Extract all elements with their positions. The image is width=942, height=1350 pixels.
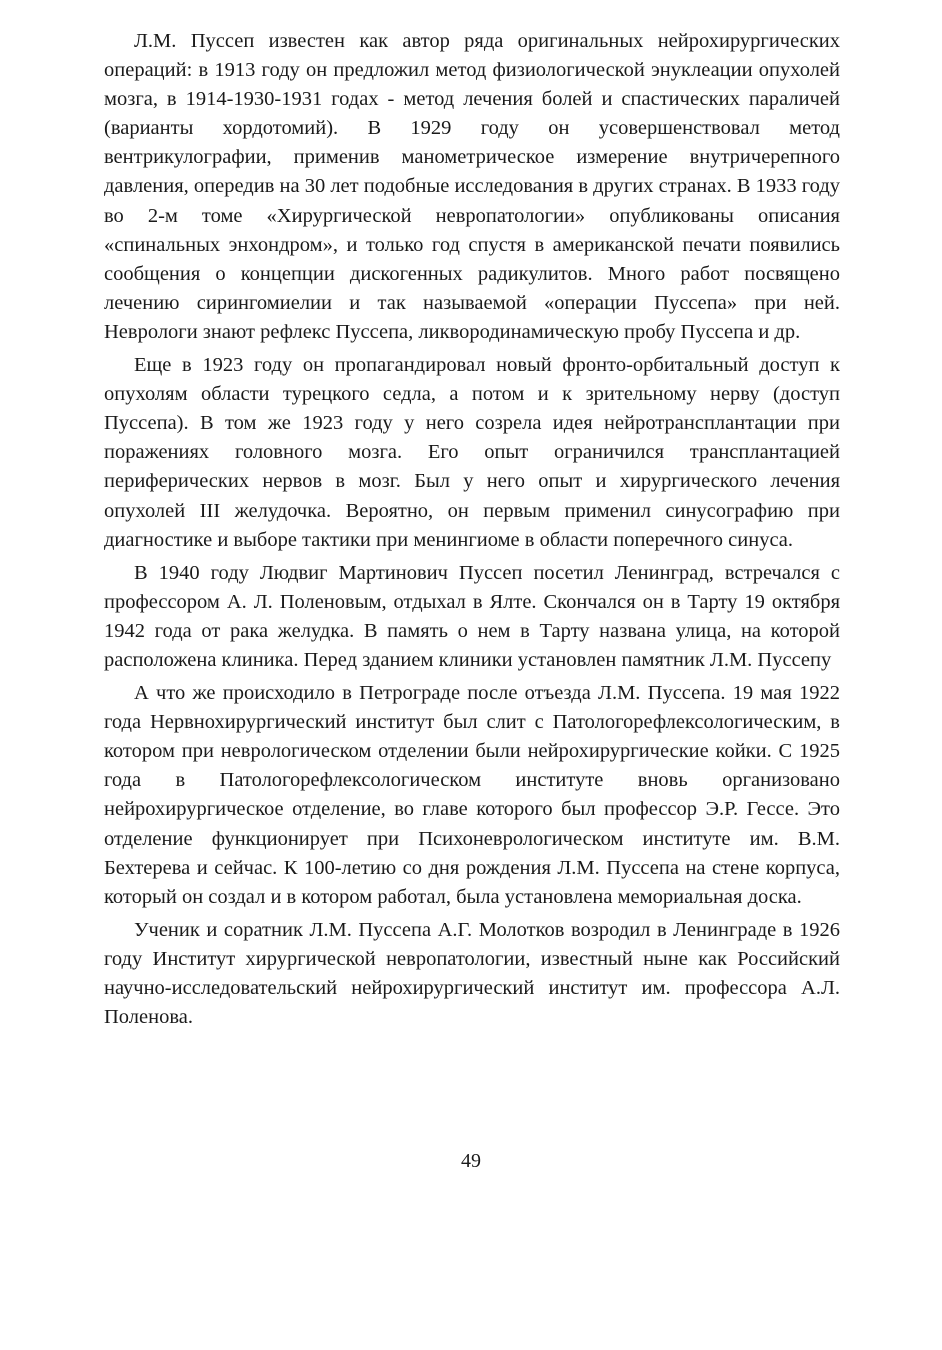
body-text [104,27,840,1032]
paragraph-2: Еще в 1923 году он пропагандировал новый фронто-орбитальный доступ к опухолям области турецкого седла, а потом и к зрительному нерву (доступ Пуссепа). В том же 1923 году у него созрела идея нейротрансплантации при поражениях головного мозга. Его опыт ограничился трансплантацией периферических нервов в мозг. Был у него опыт и хирургического лечения опухолей III желудочка. Вероятно, он первым применил синусографию при диагностике и выборе тактики при менингиоме в области поперечного синуса. [104,354,840,551]
paragraph-4: А что же происходило в Петрограде после отъезда Л.М. Пуссепа. 19 мая 1922 года Нервнохирургический институт был слит с Патологорефлексологическим, в котором при неврологическом отделении были нейрохирургические койки. С 1925 года в Патологорефлексологическом институте вновь организовано нейрохирургическое отделение, во главе которого был профессор Э.Р. Гессе. Это отделение функционирует при Психоневрологическом институте им. В.М. Бехтерева и сейчас. К 100-летию со дня рождения Л.М. Пуссепа на стене корпуса, который он создал и в котором работал, была установлена мемориальная доска. [104,682,840,908]
paragraph-5: Ученик и соратник Л.М. Пуссепа А.Г. Молотков возродил в Ленинграде в 1926 году Институт хирургической невропатологии, известный ныне как Российский научно-исследовательский нейрохирургический институт им. профессора А.Л. Поленова. [104,918,840,1029]
paragraph-3: В 1940 году Людвиг Мартинович Пуссеп посетил Ленинград, встречался с профессором А. Л. Поленовым, отдыхал в Ялте. Скончался он в Тарту 19 октября 1942 года от рака желудка. В память о нем в Тарту названа улица, на которой расположена клиника. Перед зданием клиники установлен памятник Л.М. Пуссепу [104,561,840,671]
page-number: 49 [461,1150,481,1172]
paragraph-1: Л.М. Пуссеп известен как автор ряда оригинальных нейрохирургических операций: в 1913 году он предложил метод физиологической энуклеации опухолей мозга, в 1914-1930-1931 годах - метод лечения болей и спастических параличей (варианты хордотомий). В 1929 году он усовершенствовал метод вентрикулографии, применив манометрическое измерение внутричерепного давления, опередив на 30 лет подобные исследования в других странах. В 1933 году во 2-м томе «Хирургической невропатологии» опубликованы описания «спинальных энхондром», и только год спустя в американской печати появились сообщения о концепции дискогенных радикулитов. Много работ посвящено лечению сирингомиелии и так называемой «операции Пуссепа» при ней. Неврологи знают рефлекс Пуссепа, ликвородинамическую пробу Пуссепа и др. [104,30,840,343]
